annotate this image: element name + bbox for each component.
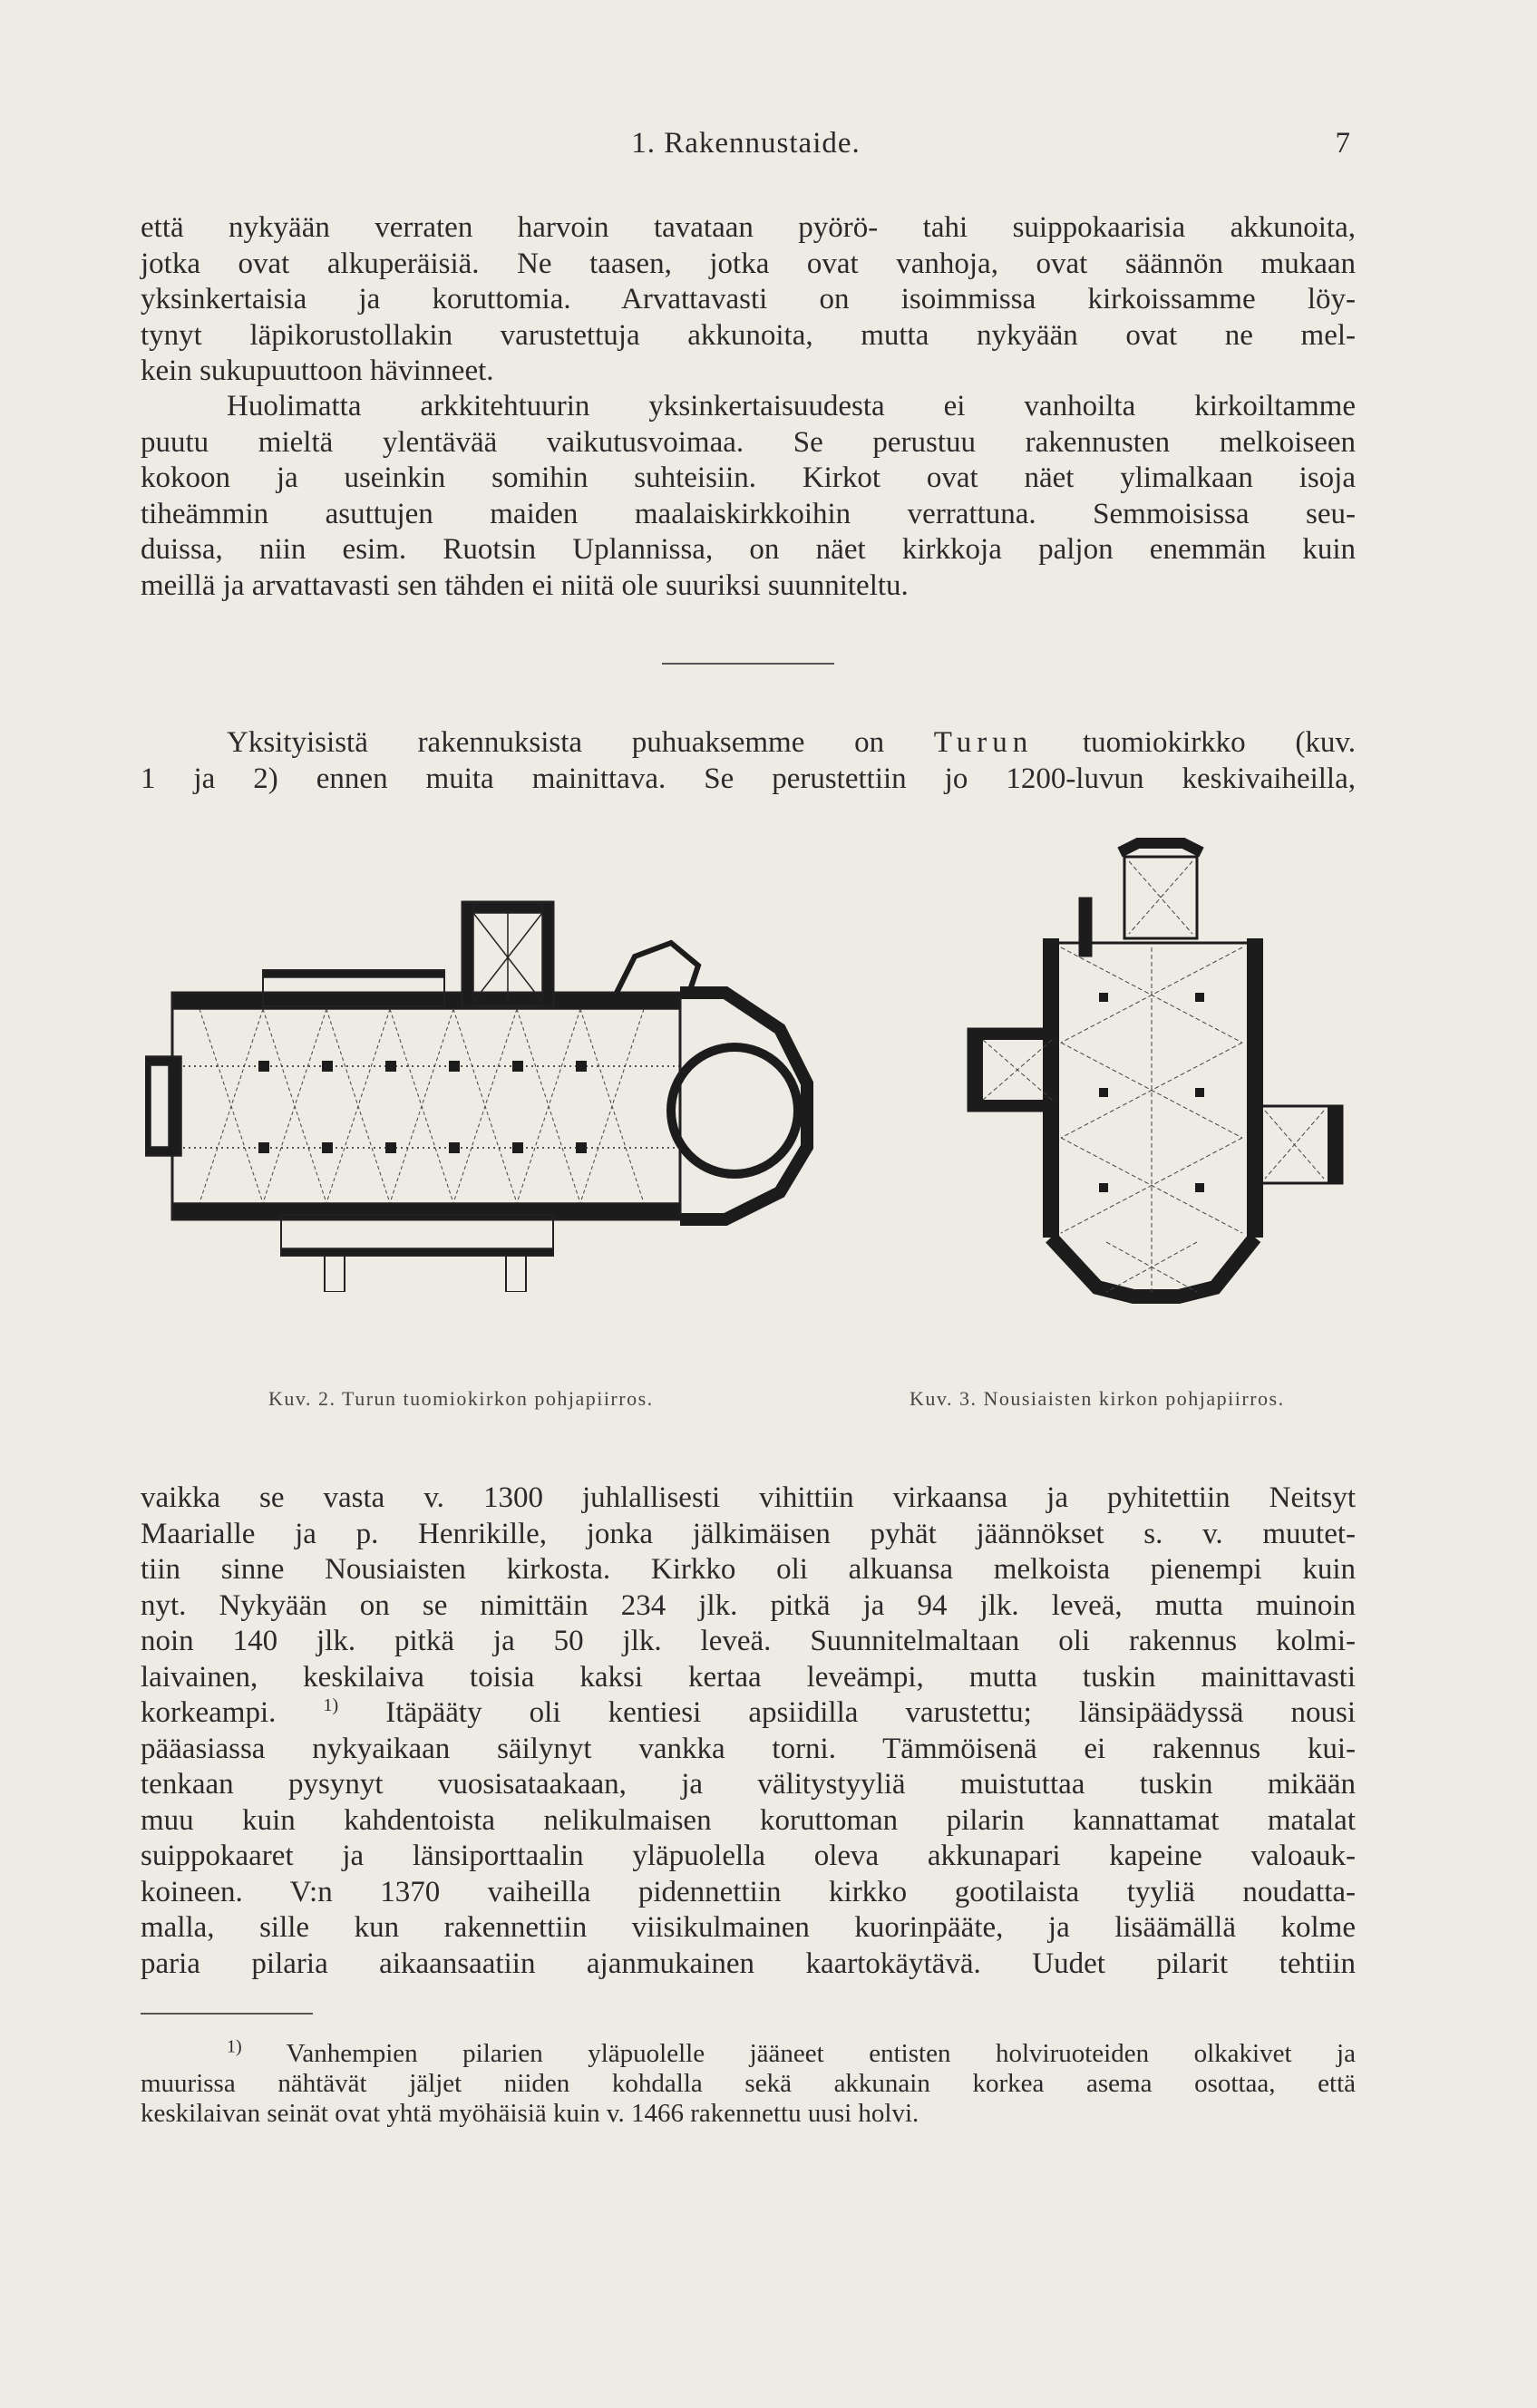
text-run: Itäpääty oli kentiesi apsiidilla varustettu; länsipäädyssä nousi [385, 1696, 1356, 1729]
footnote-line: keskilaivan seinät ovat yhtä myöhäisiä kuin v. 1466 rakennettu uusi holvi. [141, 2099, 919, 2128]
text-line: muu kuin kahdentoista nelikulmaisen koruttoman pilarin kannattamat matalat [141, 1803, 1356, 1837]
text-line: Maarialle ja p. Henrikille, jonka jälkimäisen pyhät jäännökset s. v. muutet- [141, 1517, 1356, 1550]
figure-3-caption: Kuv. 3. Nousiaisten kirkon pohjapiirros. [910, 1387, 1285, 1410]
text-line: pääasiassa nykyaikaan säilynyt vankka torni. Tämmöisenä ei rakennus kui- [141, 1732, 1356, 1765]
text-line: tynyt läpikorustollakin varustettuja akkunoita, mutta nykyään ovat ne mel- [141, 318, 1356, 352]
text-line: laivainen, keskilaiva toisia kaksi kertaa leveämpi, mutta tuskin mainittavasti [141, 1660, 1356, 1694]
text-line: että nykyään verraten harvoin tavataan pyörö- tahi suippokaarisia akkunoita, [141, 211, 1356, 244]
running-header [141, 127, 1351, 172]
section-divider [662, 663, 834, 665]
paragraph-4 [141, 1481, 1356, 1982]
text-run: tuomiokirkko (kuv. [1033, 726, 1356, 759]
text-line: 1 ja 2) ennen muita mainittava. Se perustettiin jo 1200-luvun keskivaiheilla, [141, 762, 1356, 795]
text-line: tenkaan pysynyt vuosisataakaan, ja välitystyyliä muistuttaa tuskin mikään [141, 1768, 1356, 1801]
text-line: nyt. Nykyään on se nimittäin 234 jlk. pitkä ja 94 jlk. leveä, mutta muinoin [141, 1588, 1356, 1622]
text-line: vaikka se vasta v. 1300 juhlallisesti vihittiin virkaansa ja pyhitettiin Neitsyt [141, 1481, 1356, 1514]
paragraph-2 [141, 389, 1356, 604]
text-line [141, 1695, 1356, 1732]
footnote [141, 2036, 1356, 2129]
footnote-marker: 1) [227, 2036, 242, 2057]
text-line: tiin sinne Nousiaisten kirkosta. Kirkko oli alkuansa melkoista pienempi kuin [141, 1553, 1356, 1586]
text-line: yksinkertaisia ja koruttomia. Arvattavasti on isoimmissa kirkoissamme löy- [141, 283, 1356, 316]
text-line: Huolimatta arkkitehtuurin yksinkertaisuudesta ei vanhoilta kirkoiltamme [227, 390, 1356, 422]
text-line: malla, sille kun rakennettiin viisikulmainen kuorinpääte, ja lisäämällä kolme [141, 1911, 1356, 1944]
text-run: Vanhempien pilarien yläpuolelle jääneet entisten holviruoteiden olkakivet ja [286, 2039, 1356, 2068]
text-line: meillä ja arvattavasti sen tähden ei niitä ole suuriksi suunniteltu. [141, 568, 909, 602]
text-line: koineen. V:n 1370 vaiheilla pidennettiin kirkko gootilaista tyyliä noudatta- [141, 1875, 1356, 1908]
page-number: 7 [1335, 127, 1351, 160]
text-line: kokoon ja useinkin somihin suhteisiin. Kirkot ovat näet ylimalkaan isoja [141, 461, 1356, 494]
footnote-line [141, 2036, 1356, 2069]
chapter-title: 1. Rakennustaide. [631, 127, 861, 160]
nousiainen-church-floor-plan [961, 834, 1351, 1360]
paragraph-1 [141, 210, 1356, 390]
footnote-reference: 1) [323, 1695, 339, 1715]
paragraph-3 [141, 725, 1356, 797]
text-line: jotka ovat alkuperäisiä. Ne taasen, jotka ovat vanhoja, ovat säännön mukaan [141, 247, 1356, 280]
figure-2-caption: Kuv. 2. Turun tuomiokirkon pohjapiirros. [268, 1387, 654, 1410]
text-line [141, 725, 1356, 762]
text-line: puutu mieltä ylentävää vaikutusvoimaa. Se perustuu rakennusten melkoiseen [141, 425, 1356, 459]
text-line: suippokaaret ja länsiporttaalin yläpuolella oleva akkunapari kapeine valoauk- [141, 1840, 1356, 1872]
text-line: kein sukupuuttoon hävinneet. [141, 354, 494, 387]
text-line: duissa, niin esim. Ruotsin Uplannissa, on näet kirkkoja paljon enemmän kuin [141, 533, 1356, 566]
footnote-line: muurissa nähtävät jäljet niiden kohdalla sekä akkunain korkea asema osottaa, että [141, 2069, 1356, 2098]
text-line: noin 140 jlk. pitkä ja 50 jlk. leveä. Suunnitelmaltaan oli rakennus kolmi- [141, 1625, 1356, 1657]
text-line: tiheämmin asuttujen maiden maalaiskirkkoihin verrattuna. Semmoisissa seu- [141, 497, 1356, 530]
emphasized-name: Turun [933, 726, 1034, 759]
footnote-rule [141, 2013, 313, 2015]
text-run: Yksityisistä rakennuksista puhuaksemme on [227, 726, 934, 759]
turku-cathedral-floor-plan [145, 893, 843, 1292]
text-line: paria pilaria aikaansaatiin ajanmukainen kaartokäytävä. Uudet pilarit tehtiin [141, 1947, 1356, 1980]
text-run: korkeampi. [141, 1696, 277, 1729]
